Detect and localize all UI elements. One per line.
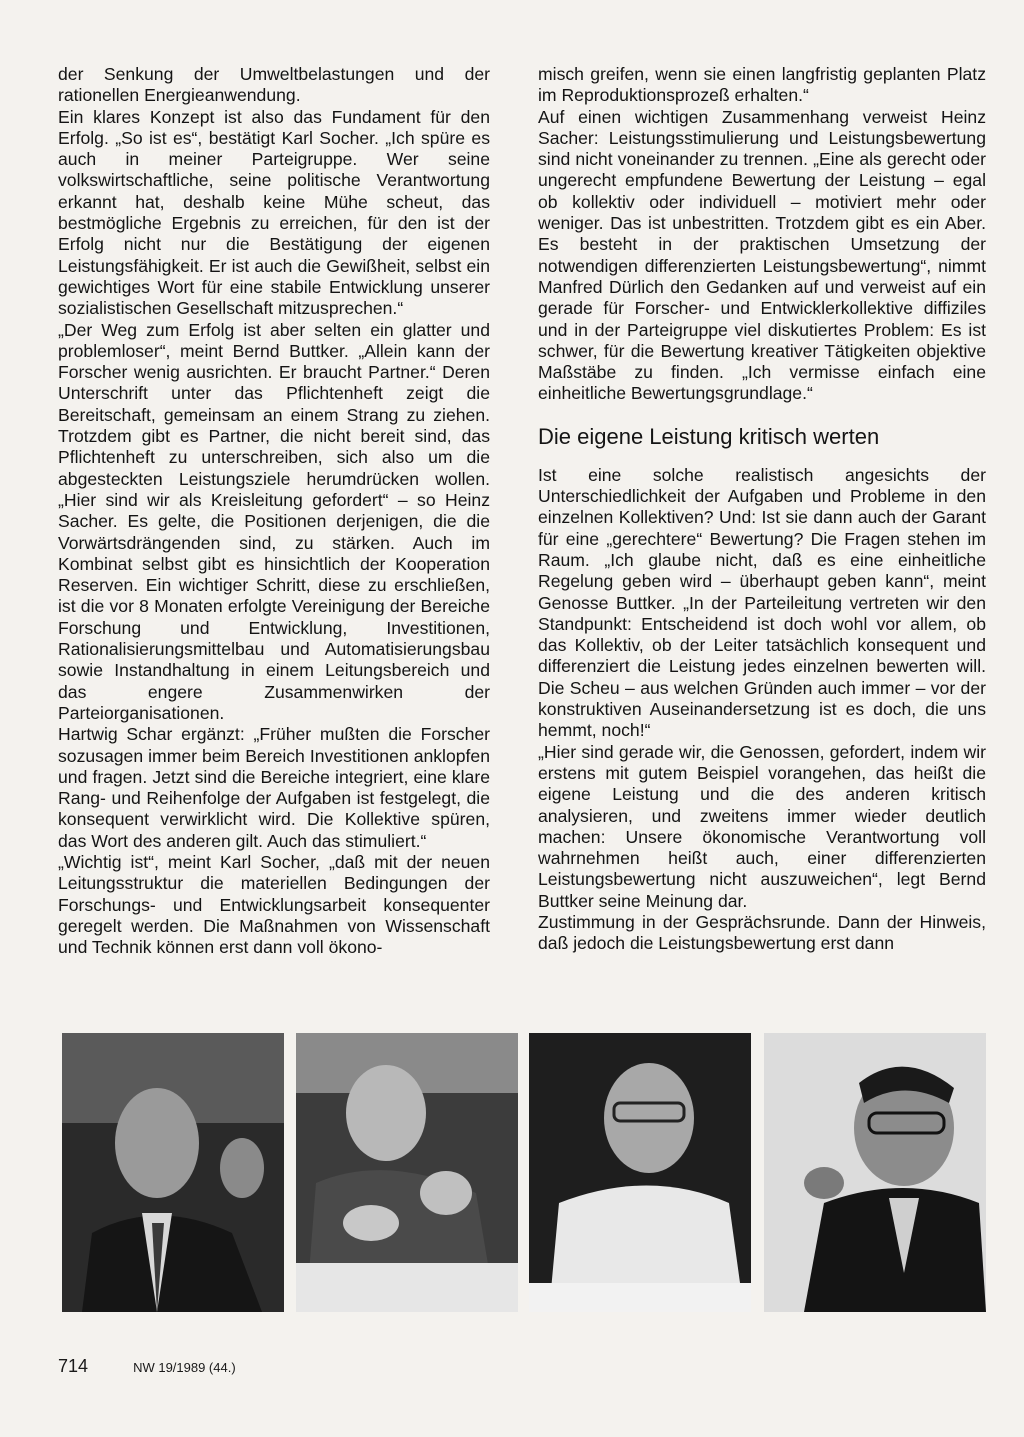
article-column-left — [58, 64, 490, 958]
section-subheading: Die eigene Leistung kritisch werten — [538, 423, 880, 449]
page-footer — [58, 1356, 236, 1377]
paragraph: Zustimmung in der Gesprächsrunde. Dann der Hinweis, daß jedoch die Leistungsbewertung erst dann — [538, 911, 986, 954]
article-column-right — [538, 64, 986, 955]
paragraph: Hartwig Schar ergänzt: „Früher mußten die Forscher sozusagen immer beim Bereich Investitionen anklopfen und fragen. Jetzt sind die Bereiche integriert, eine klare Rang- und Reihenfolge der Aufgaben ist festgelegt, die konsequent verwirklicht wird. Die Kollektive spüren, das Wort des anderen gilt. Auch das stimuliert.“ — [58, 724, 490, 851]
page-number: 714 — [58, 1356, 89, 1376]
portrait-photo-1 — [62, 1033, 284, 1312]
paragraph: Ist eine solche realistisch angesichts der Unterschiedlichkeit der Aufgaben und Probleme in den einzelnen Kollektiven? Und: Ist sie dann auch der Garant für eine „gerechtere“ Bewertung? Die Fragen stehen im Raum. „Ich glaube nicht, daß es eine einheitliche Regelung geben wird – überhaupt geben kann“, meint Genosse Buttker. „In der Parteileitung vertreten wir den Standpunkt: Entscheidend ist doch wohl vor allem, ob das Kollektiv, ob der Leiter tatsächlich konsequent und differenziert die Leistung jedes einzelnen bewerten will. Die Scheu – aus welchen Gründen auch immer – vor der konstruktiven Auseinandersetzung ist es doch, die uns hemmt, noch!“ — [538, 464, 986, 741]
paragraph: Auf einen wichtigen Zusammenhang verweist Heinz Sacher: Leistungsstimulierung und Leistungsbewertung sind nicht voneinander zu trennen. „Eine als gerecht oder ungerecht empfundene Bewertung der Leistung – egal ob kollektiv oder individuell – motiviert mehr oder weniger. Das ist unbestritten. Trotzdem gibt es ein Aber. Es besteht in der praktischen Umsetzung der notwendigen differenzierten Leistungsbewertung“, nimmt Manfred Dürlich den Gedanken auf und verweist auf ein gerade für Forscher- und Entwicklerkollektive diffiziles und in der Parteigruppe viel diskutiertes Problem: Es ist schwer, für die Bewertung kreativer Tätigkeiten objektive Maßstäbe zu finden. „Ich vermisse einfach eine einheitliche Bewertungsgrundlage.“ — [538, 106, 986, 404]
paragraph: „Wichtig ist“, meint Karl Socher, „daß mit der neuen Leitungsstruktur die materiellen Bedingungen der Forschungs- und Entwicklungsarbeit konsequenter geregelt werden. Die Maßnahmen von Wissenschaft und Technik können erst dann voll ökono- — [58, 851, 490, 958]
paragraph: „Der Weg zum Erfolg ist aber selten ein glatter und problemloser“, meint Bernd Buttker. „Allein kann der Forscher wenig ausrichten. Er braucht Partner.“ Deren Unterschrift unter das Pflichtenheft zeigt die Bereitschaft, gemeinsam an einem Strang zu ziehen. Trotzdem gibt es Partner, die nicht bereit sind, das Pflichtenheft zu unterschreiben, sich also um die abgesteckten Leistungsziele herumdrücken wollen. „Hier sind wir als Kreisleitung gefordert“ – so Heinz Sacher. Es gelte, die Positionen derjenigen, die die Vorwärtsdrängenden sind, zu stärken. Auch im Kombinat selbst gibt es hinsichtlich der Kooperation Reserven. Ein wichtiger Schritt, diese zu erschließen, ist die vor 8 Monaten erfolgte Vereinigung der Bereiche Forschung und Entwicklung, Investitionen, Rationalisierungsmittelbau und Automatisierungsbau sowie Instandhaltung in einem Leitungsbereich und das engere Zusammenwirken der Parteiorganisationen. — [58, 319, 490, 723]
issue-reference: NW 19/1989 (44.) — [133, 1360, 236, 1375]
paragraph: Ein klares Konzept ist also das Fundament für den Erfolg. „So ist es“, bestätigt Karl Socher. „Ich spüre es auch in meiner Parteigruppe. Wer seine volkswirtschaftliche, seine politische Verantwortung erkannt hat, deshalb keine Mühe scheut, das bestmögliche Ergebnis zu erreichen, für den ist der Erfolg nicht nur die Bestätigung der eigenen Leistungsfähigkeit. Er ist auch die Gewißheit, selbst ein gewichtiges Wort für eine stabile Entwicklung unserer sozialistischen Gesellschaft mitzusprechen.“ — [58, 106, 490, 319]
photo-strip — [62, 1033, 986, 1312]
paragraph: misch greifen, wenn sie einen langfristig geplanten Platz im Reproduktionsprozeß erhalten.“ — [538, 64, 986, 106]
paragraph: der Senkung der Umweltbelastungen und der rationellen Energieanwendung. — [58, 64, 490, 106]
portrait-photo-4 — [764, 1033, 986, 1312]
paragraph: „Hier sind gerade wir, die Genossen, gefordert, indem wir erstens mit gutem Beispiel vorangehen, das heißt die eigene Leistung und die des anderen kritisch analysieren, und zweitens immer wieder deutlich machen: Unsere ökonomische Verantwortung voll wahrnehmen heißt auch, einer differenzierten Leistungsbewertung nicht auszuweichen“, legt Bernd Buttker seine Meinung dar. — [538, 741, 986, 911]
portrait-photo-2 — [296, 1033, 518, 1312]
portrait-photo-3 — [529, 1033, 751, 1312]
